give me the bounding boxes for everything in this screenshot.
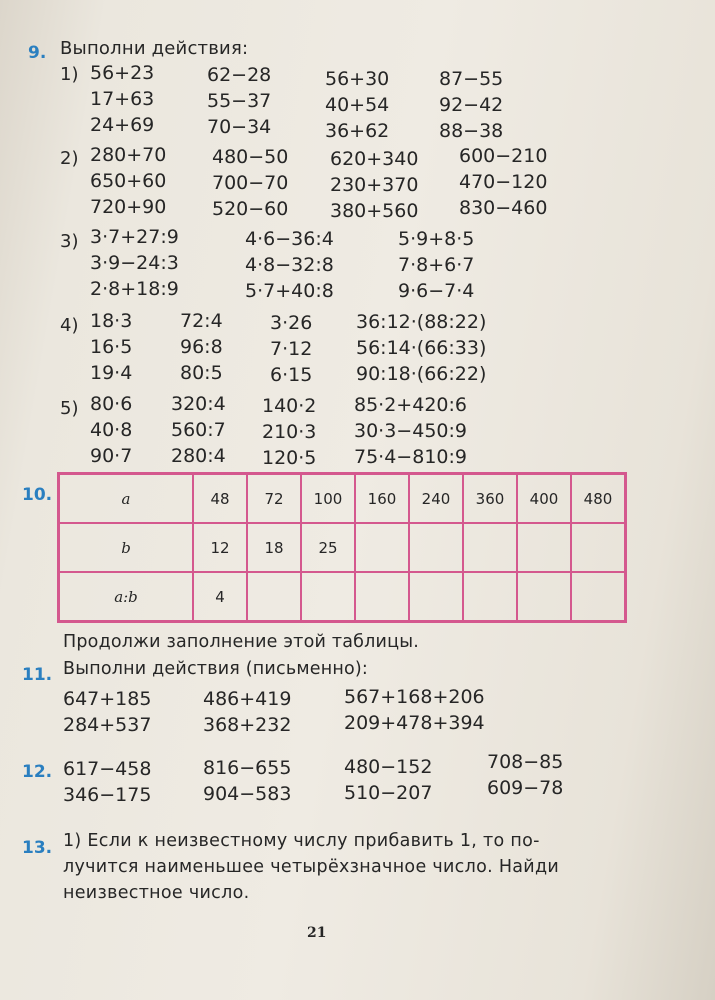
expression-column xyxy=(203,755,291,807)
expression: 40·8 xyxy=(90,419,133,441)
expression: 3·7+27:9 xyxy=(90,226,179,248)
page-number: 21 xyxy=(307,925,327,941)
expression-column xyxy=(90,60,154,138)
expression: 617−458 xyxy=(63,758,152,780)
expression-column xyxy=(344,684,485,736)
table-cell xyxy=(517,523,571,572)
expression: 320:4 xyxy=(171,393,226,415)
expression: 96:8 xyxy=(180,336,223,358)
expression: 56+30 xyxy=(325,68,390,90)
expression-column xyxy=(356,309,486,387)
table-cell: 48 xyxy=(193,474,247,524)
expression: 7·8+6·7 xyxy=(398,254,475,276)
table-cell: 72 xyxy=(247,474,301,524)
expression: 284+537 xyxy=(63,714,152,736)
part-label: 5) xyxy=(60,398,79,419)
table-cell: 12 xyxy=(193,523,247,572)
part-label: 4) xyxy=(60,315,79,336)
expression-column xyxy=(354,392,467,470)
expression: 72:4 xyxy=(180,310,223,332)
table-cell xyxy=(463,523,517,572)
expression: 7·12 xyxy=(270,338,313,360)
expression-column xyxy=(90,224,179,302)
expression: 24+69 xyxy=(90,114,155,136)
expression: 5·7+40:8 xyxy=(245,280,334,302)
expression: 19·4 xyxy=(90,362,133,384)
expression: 816−655 xyxy=(203,757,292,779)
expression: 4·8−32:8 xyxy=(245,254,334,276)
problem-text-line: 1) Если к неизвестному числу прибавить 1, то по- xyxy=(63,831,540,851)
expression: 36+62 xyxy=(325,120,390,142)
expression: 510−207 xyxy=(344,782,433,804)
expression: 346−175 xyxy=(63,784,152,806)
expression: 55−37 xyxy=(207,90,272,112)
data-table xyxy=(57,472,627,623)
expression: 36:12·(88:22) xyxy=(356,311,487,333)
table-cell xyxy=(409,572,463,622)
expression: 5·9+8·5 xyxy=(398,228,475,250)
expression: 280+70 xyxy=(90,144,167,166)
table-cell xyxy=(355,572,409,622)
table-cell: 480 xyxy=(571,474,626,524)
expression-column xyxy=(487,749,563,801)
expression: 62−28 xyxy=(207,64,272,86)
expression: 88−38 xyxy=(439,120,504,142)
table-row xyxy=(59,474,626,524)
expression: 56+23 xyxy=(90,62,155,84)
table-cell xyxy=(463,572,517,622)
expression: 16·5 xyxy=(90,336,133,358)
expression: 720+90 xyxy=(90,196,167,218)
expression: 209+478+394 xyxy=(344,712,485,734)
table-cell: 160 xyxy=(355,474,409,524)
table-cell: 18 xyxy=(247,523,301,572)
expression-column xyxy=(459,143,547,221)
expression-column xyxy=(245,226,334,304)
expression: 2·8+18:9 xyxy=(90,278,179,300)
expression: 470−120 xyxy=(459,171,548,193)
expression: 3·9−24:3 xyxy=(90,252,179,274)
expression: 9·6−7·4 xyxy=(398,280,475,302)
expression-column xyxy=(63,756,151,808)
expression: 567+168+206 xyxy=(344,686,485,708)
exercise-number: 10. xyxy=(22,485,53,505)
expression-column xyxy=(207,62,271,140)
expression-column xyxy=(439,66,503,144)
table-cell xyxy=(571,523,626,572)
expression-column xyxy=(344,754,432,806)
exercise-number: 13. xyxy=(22,838,53,858)
table-cell xyxy=(355,523,409,572)
expression-column xyxy=(90,308,132,386)
expression: 368+232 xyxy=(203,714,292,736)
expression: 120·5 xyxy=(262,447,317,469)
expression: 4·6−36:4 xyxy=(245,228,334,250)
expression-column xyxy=(262,393,316,471)
expression-column xyxy=(325,66,389,144)
exercise-title: Выполни действия: xyxy=(60,38,249,59)
row-header: a:b xyxy=(59,572,194,622)
expression: 647+185 xyxy=(63,688,152,710)
expression: 30·3−450:9 xyxy=(354,420,467,442)
expression-column xyxy=(330,146,418,224)
table-cell: 4 xyxy=(193,572,247,622)
exercise-title: Выполни действия (письменно): xyxy=(63,659,369,679)
expression-column xyxy=(63,686,151,738)
expression: 80:5 xyxy=(180,362,223,384)
expression: 520−60 xyxy=(212,198,289,220)
part-label: 1) xyxy=(60,64,79,85)
expression: 480−50 xyxy=(212,146,289,168)
table-row xyxy=(59,523,626,572)
table-caption: Продолжи заполнение этой таблицы. xyxy=(63,632,419,652)
part-label: 2) xyxy=(60,148,79,169)
expression: 85·2+420:6 xyxy=(354,394,467,416)
table-cell xyxy=(517,572,571,622)
expression: 140·2 xyxy=(262,395,317,417)
expression: 708−85 xyxy=(487,751,564,773)
expression: 40+54 xyxy=(325,94,390,116)
expression: 75·4−810:9 xyxy=(354,446,467,468)
table-cell xyxy=(571,572,626,622)
expression-column xyxy=(171,391,226,469)
row-header: b xyxy=(59,523,194,572)
table-cell: 240 xyxy=(409,474,463,524)
expression-column xyxy=(398,226,474,304)
table-cell: 100 xyxy=(301,474,355,524)
expression: 230+370 xyxy=(330,174,419,196)
expression: 90:18·(66:22) xyxy=(356,363,487,385)
expression: 650+60 xyxy=(90,170,167,192)
expression: 620+340 xyxy=(330,148,419,170)
expression: 904−583 xyxy=(203,783,292,805)
expression: 560:7 xyxy=(171,419,226,441)
expression: 92−42 xyxy=(439,94,504,116)
table-cell xyxy=(301,572,355,622)
expression: 830−460 xyxy=(459,197,548,219)
problem-text-line: неизвестное число. xyxy=(63,883,250,903)
expression: 280:4 xyxy=(171,445,226,467)
expression-column xyxy=(212,144,288,222)
problem-text-line: лучится наименьшее четырёхзначное число. Найди xyxy=(63,857,560,877)
expression: 17+63 xyxy=(90,88,155,110)
exercise-number: 12. xyxy=(22,762,53,782)
expression: 87−55 xyxy=(439,68,504,90)
expression-column xyxy=(203,686,291,738)
expression: 480−152 xyxy=(344,756,433,778)
expression: 90·7 xyxy=(90,445,133,467)
table-cell: 400 xyxy=(517,474,571,524)
expression: 700−70 xyxy=(212,172,289,194)
expression-column xyxy=(270,310,312,388)
table-row xyxy=(59,572,626,622)
expression: 56:14·(66:33) xyxy=(356,337,487,359)
table-cell: 25 xyxy=(301,523,355,572)
expression: 6·15 xyxy=(270,364,313,386)
expression-column xyxy=(180,308,223,386)
table-cell xyxy=(409,523,463,572)
exercise-number: 9. xyxy=(28,43,47,63)
table-cell xyxy=(247,572,301,622)
expression-column xyxy=(90,142,166,220)
expression: 380+560 xyxy=(330,200,419,222)
expression: 609−78 xyxy=(487,777,564,799)
expression: 3·26 xyxy=(270,312,313,334)
expression: 70−34 xyxy=(207,116,272,138)
table-cell: 360 xyxy=(463,474,517,524)
expression: 210·3 xyxy=(262,421,317,443)
expression: 600−210 xyxy=(459,145,548,167)
exercise-number: 11. xyxy=(22,665,53,685)
expression: 486+419 xyxy=(203,688,292,710)
expression: 18·3 xyxy=(90,310,133,332)
expression: 80·6 xyxy=(90,393,133,415)
expression-column xyxy=(90,391,132,469)
part-label: 3) xyxy=(60,231,79,252)
row-header: a xyxy=(59,474,194,524)
